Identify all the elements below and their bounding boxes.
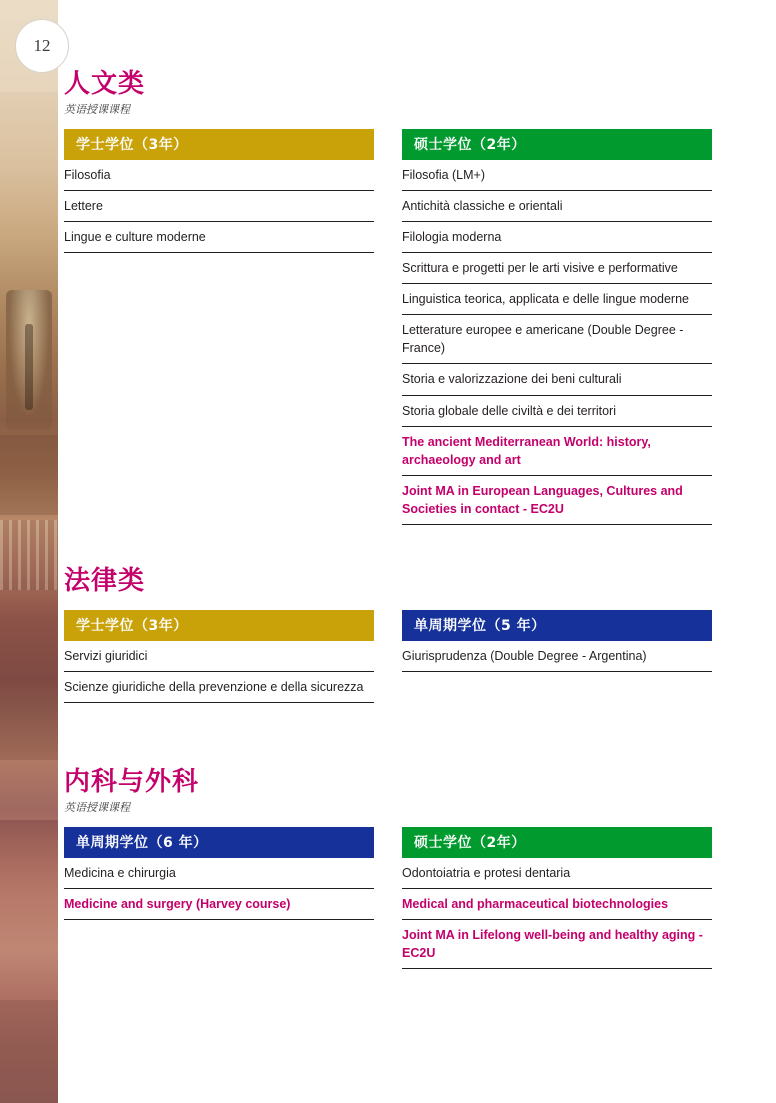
section-columns bbox=[64, 827, 764, 970]
strip-band-bottom bbox=[0, 1000, 58, 1103]
street-lamp-image bbox=[6, 290, 52, 430]
column-master bbox=[402, 827, 712, 970]
column-single-cycle bbox=[64, 827, 374, 970]
list-item: Antichità classiche e orientali bbox=[402, 191, 712, 222]
strip-band-mid bbox=[0, 435, 58, 515]
list-item-english: Medicine and surgery (Harvey course) bbox=[64, 889, 374, 920]
strip-band-lower bbox=[0, 760, 58, 820]
column-body bbox=[64, 160, 374, 253]
list-item: Storia e valorizzazione dei beni culturali bbox=[402, 364, 712, 395]
railing-texture bbox=[0, 520, 58, 590]
section-subtitle: 英语授课课程 bbox=[64, 800, 130, 814]
column-header-bachelor: 学士学位（3年） bbox=[64, 129, 374, 160]
list-item: Lettere bbox=[64, 191, 374, 222]
section-title: 内科与外科 bbox=[64, 767, 200, 797]
section-law bbox=[64, 567, 764, 703]
column-body bbox=[402, 641, 712, 672]
list-item: Servizi giuridici bbox=[64, 641, 374, 672]
page-number-badge: 12 bbox=[15, 19, 69, 73]
column-body bbox=[402, 858, 712, 970]
list-item: Medicina e chirurgia bbox=[64, 858, 374, 889]
column-body bbox=[64, 858, 374, 920]
section-medicine bbox=[64, 768, 764, 969]
column-master bbox=[402, 129, 712, 526]
list-item-english: The ancient Mediterranean World: history, archaeology and art bbox=[402, 427, 712, 476]
column-body bbox=[64, 641, 374, 703]
column-header-master: 硕士学位（2年） bbox=[402, 129, 712, 160]
list-item: Scienze giuridiche della prevenzione e della sicurezza bbox=[64, 672, 374, 703]
list-item: Letterature europee e americane (Double Degree - France) bbox=[402, 315, 712, 364]
column-body bbox=[402, 160, 712, 526]
list-item: Filosofia (LM+) bbox=[402, 160, 712, 191]
column-single-cycle bbox=[402, 610, 712, 703]
section-columns bbox=[64, 129, 764, 526]
list-item: Giurisprudenza (Double Degree - Argentina) bbox=[402, 641, 712, 672]
section-subtitle: 英语授课课程 bbox=[64, 102, 130, 116]
list-item-english: Medical and pharmaceutical biotechnologies bbox=[402, 889, 712, 920]
column-bachelor bbox=[64, 610, 374, 703]
column-bachelor bbox=[64, 129, 374, 526]
section-humanities bbox=[64, 70, 764, 525]
section-title: 人文类 bbox=[64, 69, 146, 99]
list-item: Storia globale delle civiltà e dei territori bbox=[402, 396, 712, 427]
list-item-english: Joint MA in European Languages, Cultures and Societies in contact - EC2U bbox=[402, 476, 712, 525]
section-columns bbox=[64, 610, 764, 703]
decorative-photo-strip bbox=[0, 0, 58, 1103]
column-header-single-cycle: 单周期学位（6 年） bbox=[64, 827, 374, 858]
column-header-single-cycle: 单周期学位（5 年） bbox=[402, 610, 712, 641]
column-header-bachelor: 学士学位（3年） bbox=[64, 610, 374, 641]
list-item: Odontoiatria e protesi dentaria bbox=[402, 858, 712, 889]
page-content bbox=[58, 0, 776, 1103]
list-item: Linguistica teorica, applicata e delle lingue moderne bbox=[402, 284, 712, 315]
list-item: Scrittura e progetti per le arti visive e performative bbox=[402, 253, 712, 284]
section-title: 法律类 bbox=[64, 566, 146, 596]
list-item: Filologia moderna bbox=[402, 222, 712, 253]
column-header-master: 硕士学位（2年） bbox=[402, 827, 712, 858]
list-item-english: Joint MA in Lifelong well-being and healthy aging - EC2U bbox=[402, 920, 712, 969]
list-item: Lingue e culture moderne bbox=[64, 222, 374, 253]
list-item: Filosofia bbox=[64, 160, 374, 191]
